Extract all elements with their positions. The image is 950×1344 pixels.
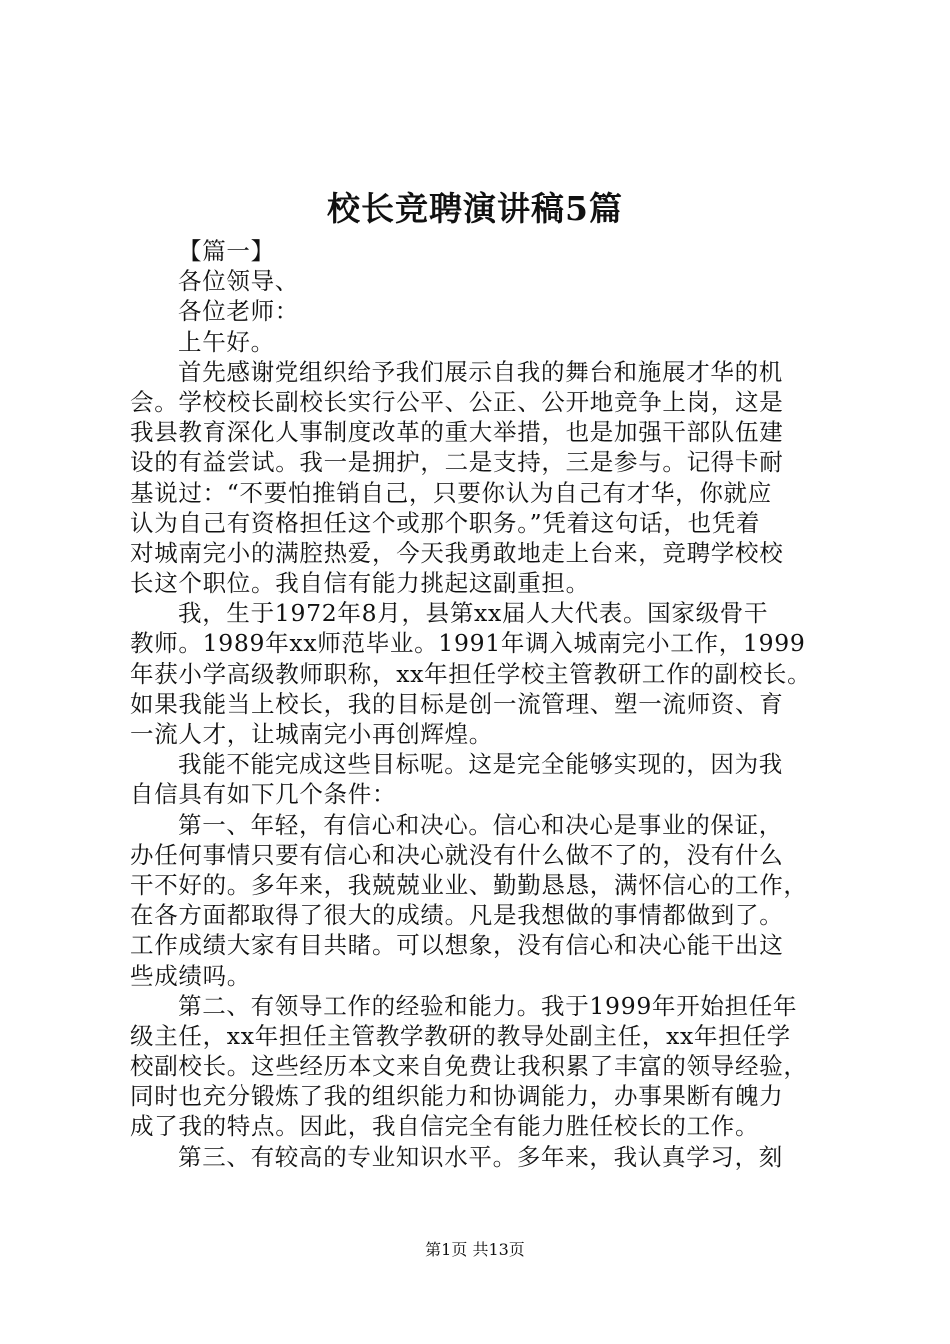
text-line: 我能不能完成这些目标呢。这是完全能够实现的，因为我 [178,750,783,779]
text-line: 年获小学高级教师职称，xx年担任学校主管教研工作的副校长。 [130,659,812,688]
text-line: 首先感谢党组织给予我们展示自我的舞台和施展才华的机 [178,357,783,386]
text-line: 办任何事情只要有信心和决心就没有什么做不了的，没有什么 [130,840,784,869]
text-line: 工作成绩大家有目共睹。可以想象，没有信心和决心能干出这 [130,931,784,960]
text-line: 在各方面都取得了很大的成绩。凡是我想做的事情都做到了。 [130,901,784,930]
page-footer: 第1页 共13页 [425,1240,525,1259]
text-line: 我县教育深化人事制度改革的重大举措，也是加强干部队伍建 [130,418,784,447]
text-line: 会。学校校长副校长实行公平、公正、公开地竞争上岗，这是 [130,387,784,416]
text-line: 同时也充分锻炼了我的组织能力和协调能力，办事果断有魄力 [130,1082,784,1111]
text-line: 自信具有如下几个条件： [130,780,397,809]
document-title: 校长竞聘演讲稿5篇 [327,189,623,228]
text-line: 【篇一】 [178,237,275,265]
text-line: 些成绩吗。 [130,961,251,990]
text-line: 对城南完小的满腔热爱，今天我勇敢地走上台来，竞聘学校校 [130,538,784,567]
document-body [130,236,830,1172]
text-line: 各位领导、 [178,267,299,296]
text-line: 第二、有领导工作的经验和能力。我于1999年开始担任年 [178,991,798,1020]
text-line: 认为自己有资格担任这个或那个职务。”凭着这句话，也凭着 [130,508,761,537]
text-line: 教师。1989年xx师范毕业。1991年调入城南完小工作，1999 [130,629,806,658]
text-line: 第一、年轻，有信心和决心。信心和决心是事业的保证， [178,810,783,839]
text-line: 一流人才，让城南完小再创辉煌。 [130,720,493,748]
text-line: 基说过：“不要怕推销自己，只要你认为自己有才华，你就应 [130,478,772,507]
text-line: 成了我的特点。因此，我自信完全有能力胜任校长的工作。 [130,1112,760,1141]
text-line: 长这个职位。我自信有能力挑起这副重担。 [130,569,590,598]
text-line: 第三、有较高的专业知识水平。多年来，我认真学习，刻 [178,1142,783,1171]
text-line: 如果我能当上校长，我的目标是创一流管理、塑一流师资、育 [130,689,784,718]
text-line: 我，生于1972年8月，县第xx届人大代表。国家级骨干 [178,599,769,628]
text-line: 各位老师： [178,297,299,326]
text-line: 设的有益尝试。我一是拥护，二是支持，三是参与。记得卡耐 [130,448,784,477]
text-line: 校副校长。这些经历本文来自免费让我积累了丰富的领导经验， [130,1052,808,1081]
text-line: 上午好。 [178,327,275,356]
text-line: 级主任，xx年担任主管教学教研的教导处副主任，xx年担任学 [130,1021,791,1050]
text-line: 干不好的。多年来，我兢兢业业、勤勤恳恳，满怀信心的工作， [130,870,808,899]
